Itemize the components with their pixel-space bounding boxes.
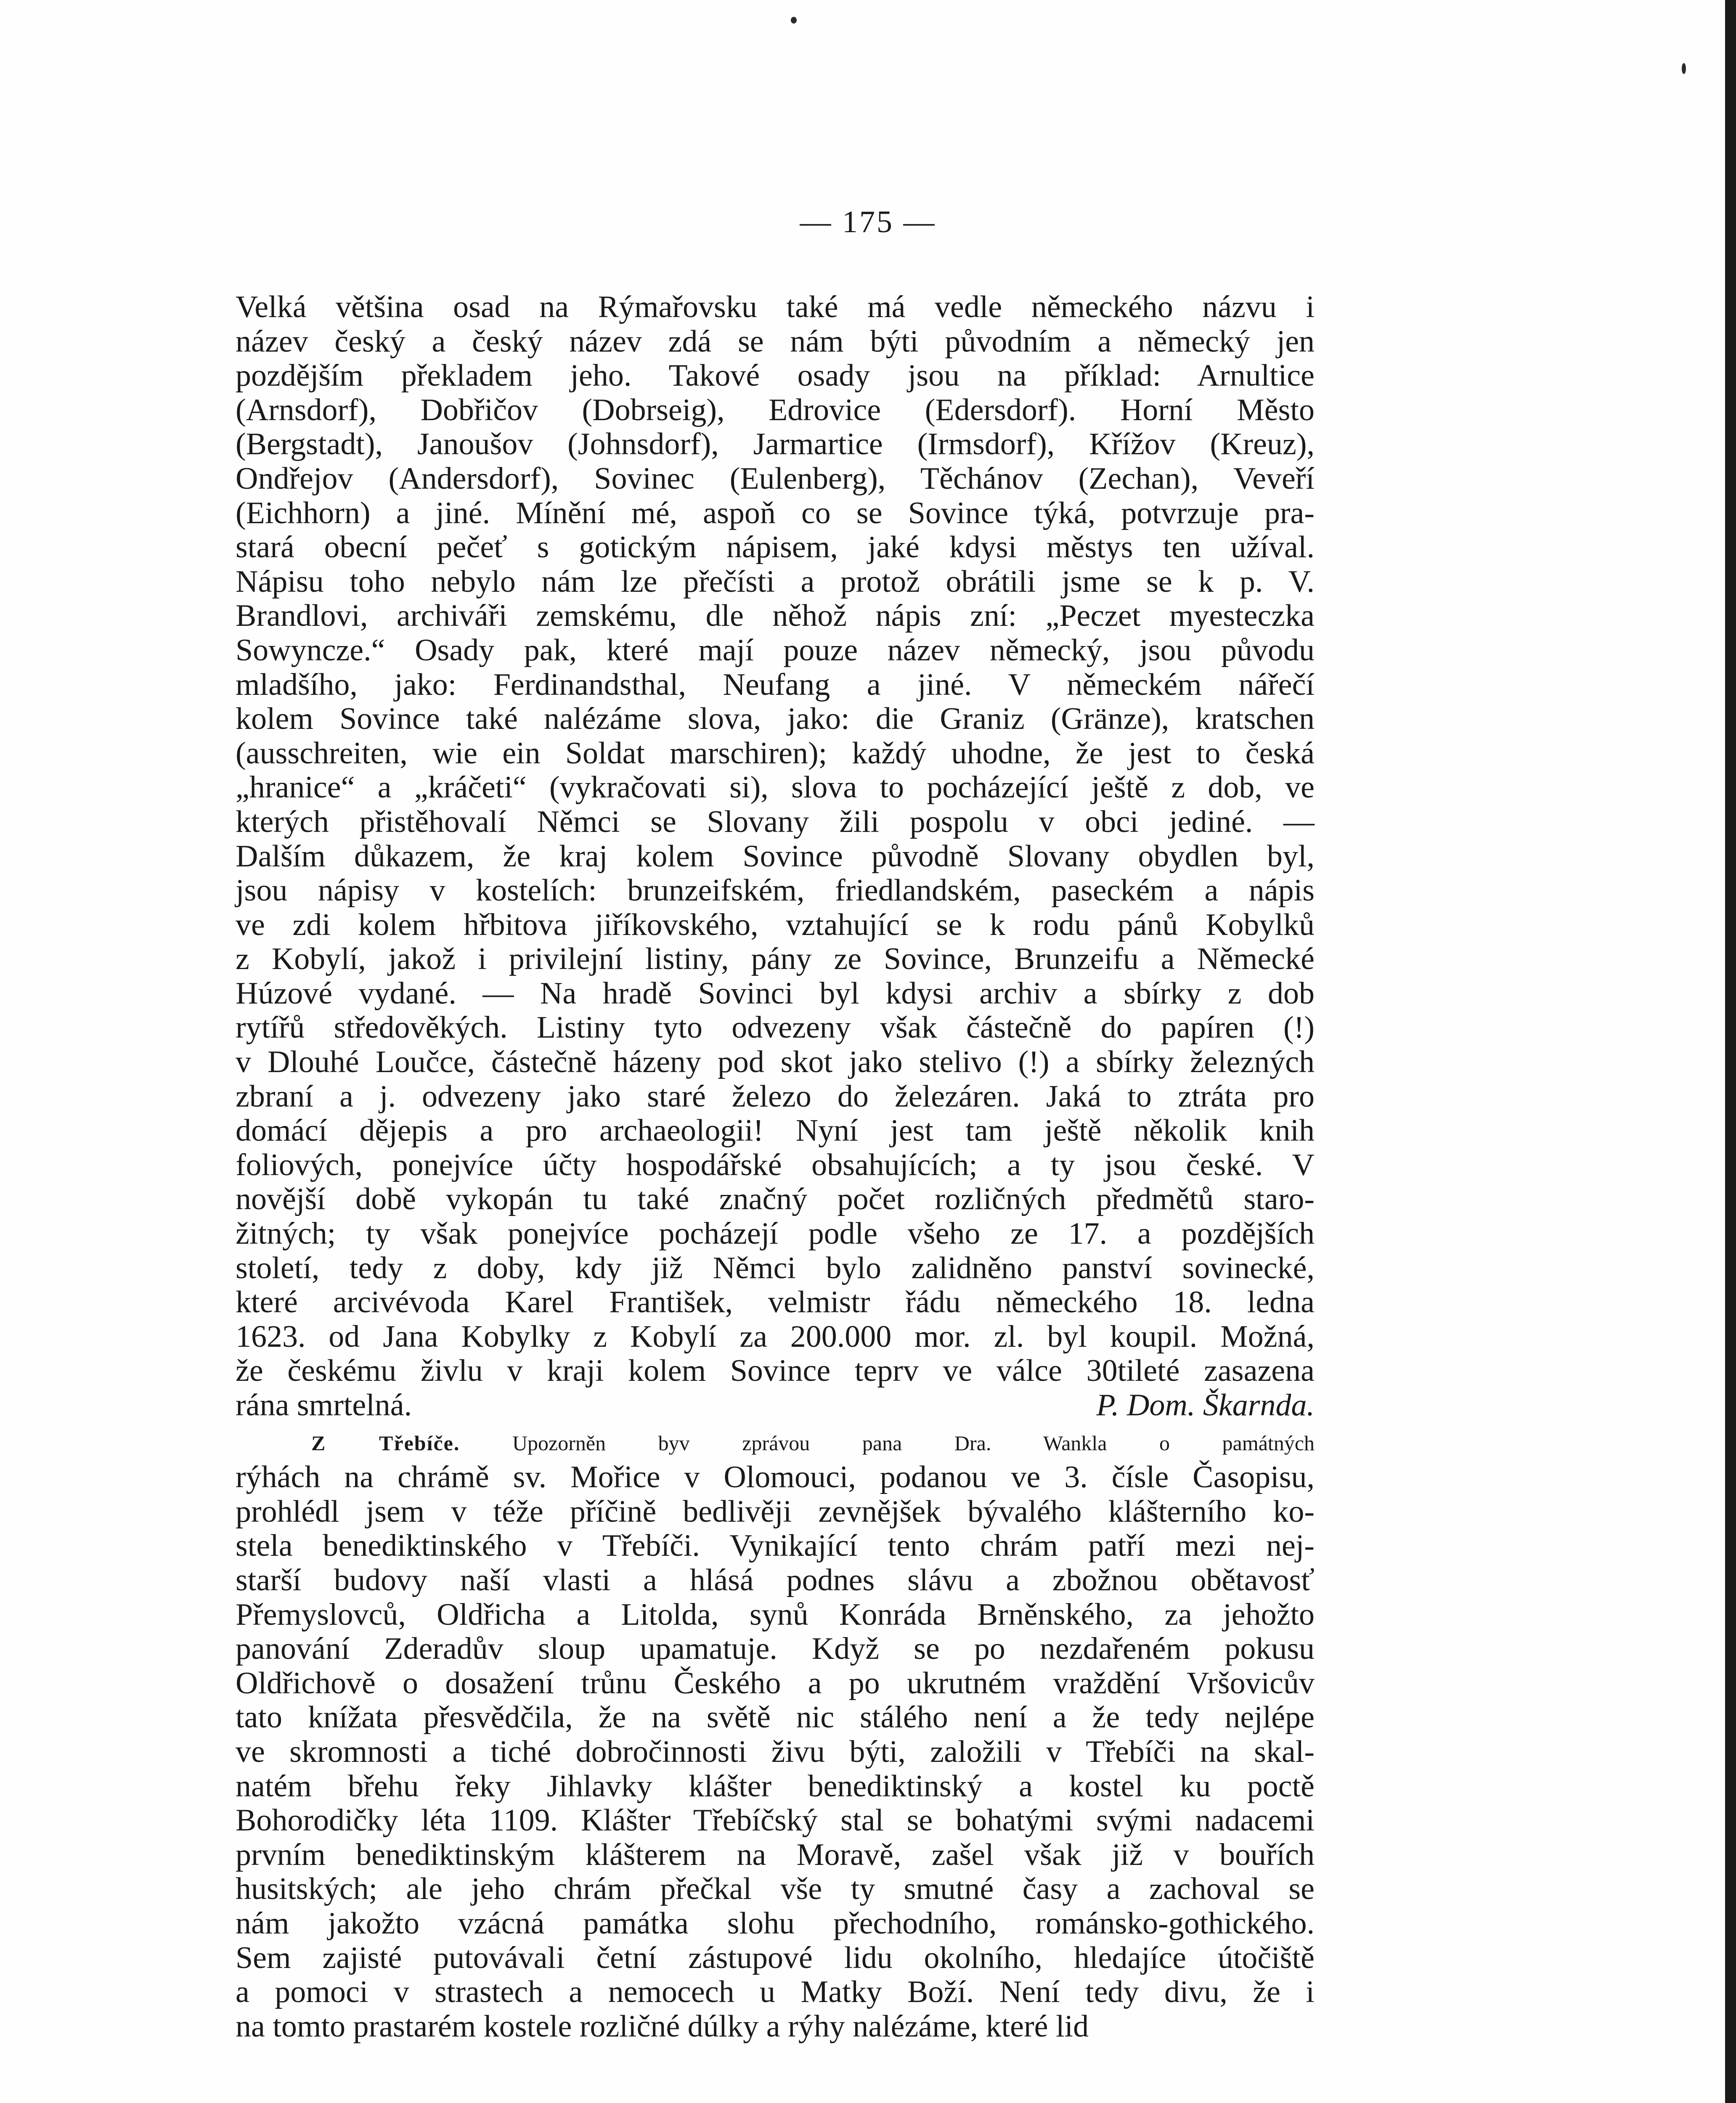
text-line: 1623. od Jana Kobylky z Kobylí za 200.000 mor. zl. byl koupil. Možná, xyxy=(236,1319,1315,1354)
text-line: panování Zderadův sloup upamatuje. Když se po nezdařeném pokusu xyxy=(236,1632,1315,1666)
page-number: — 175 — xyxy=(800,205,936,239)
text-line: ve zdi kolem hřbitova jiříkovského, vztahující se k rodu pánů Kobylků xyxy=(236,907,1315,942)
scan-speck xyxy=(1682,63,1686,74)
text-line: (ausschreiten, wie ein Soldat marschiren); každý uhodne, že jest to česká xyxy=(236,736,1315,771)
paragraph-rymarovsko xyxy=(236,290,1315,1388)
text-line: (Bergstadt), Janoušov (Johnsdorf), Jarmartice (Irmsdorf), Křížov (Kreuz), xyxy=(236,427,1315,462)
text-line: Nápisu toho nebylo nám lze přečísti a protož obrátili jsme se k p. V. xyxy=(236,564,1315,599)
text-line: Brandlovi, archiváři zemskému, dle něhož nápis zní: „Peczet myesteczka xyxy=(236,599,1315,633)
text-line: starší budovy naší vlasti a hlásá podnes slávu a zbožnou obětavosť xyxy=(236,1563,1315,1597)
heading-line-text: Upozorněn byv zprávou pana Dra. Wankla o památných xyxy=(512,1431,1315,1455)
text-line: natém břehu řeky Jihlavky klášter benediktinský a kostel ku poctě xyxy=(236,1769,1315,1804)
text-line: husitských; ale jeho chrám přečkal vše ty smutné časy a zachoval se xyxy=(236,1872,1315,1907)
text-line: název český a český název zdá se nám býti původním a německý jen xyxy=(236,324,1315,359)
paragraph-trebic-first-line xyxy=(236,1426,1315,1461)
text-line: stará obecní pečeť s gotickým nápisem, jaké kdysi městys ten užíval. xyxy=(236,530,1315,565)
text-line: kolem Sovince také nalézáme slova, jako: die Graniz (Gränze), kratschen xyxy=(236,702,1315,736)
text-line: „hranice“ a „kráčeti“ (vykračovati si), slova to pocházející ještě z dob, ve xyxy=(236,770,1315,805)
text-line: mladšího, jako: Ferdinandsthal, Neufang a jiné. V německém nářečí xyxy=(236,667,1315,702)
text-line: Sem zajisté putovávali četní zástupové lidu okolního, hledajíce útočiště xyxy=(236,1940,1315,1975)
paragraph-end-line xyxy=(236,1388,1315,1423)
text-line: na tomto prastarém kostele rozličné dúlky a rýhy nalézáme, které lid xyxy=(236,2009,1089,2044)
text-line: Velká většina osad na Rýmařovsku také má vedle německého názvu i xyxy=(236,290,1315,324)
text-line: zbraní a j. odvezeny jako staré železo do železáren. Jaká to ztráta pro xyxy=(236,1079,1315,1114)
text-line: v Dlouhé Loučce, částečně házeny pod skot jako stelivo (!) a sbírky železných xyxy=(236,1045,1315,1080)
text-line: Húzové vydané. — Na hradě Sovinci byl kdysi archiv a sbírky z dob xyxy=(236,976,1315,1011)
text-line: tato knížata přesvědčila, že na světě nic stálého není a že tedy nejlépe xyxy=(236,1700,1315,1735)
text-line: prohlédl jsem v téže příčině bedlivěji zevnějšek bývalého klášterního ko- xyxy=(236,1494,1315,1529)
text-line: Bohorodičky léta 1109. Klášter Třebíčský stal se bohatými svými nadacemi xyxy=(236,1803,1315,1838)
text-line: století, tedy z doby, kdy již Němci bylo zalidněno panství sovinecké, xyxy=(236,1250,1315,1285)
text-line: z Kobylí, jakož i privilejní listiny, pány ze Sovince, Brunzeifu a Německé xyxy=(236,942,1315,977)
text-line: Dalším důkazem, že kraj kolem Sovince původně Slovany obydlen byl, xyxy=(236,839,1315,874)
text-line: nám jakožto vzácná památka slohu přechodního, románsko-gothického. xyxy=(236,1906,1315,1941)
text-line: kterých přistěhovalí Němci se Slovany žili pospolu v obci jediné. — xyxy=(236,804,1315,839)
text-line: prvním benediktinským klášterem na Moravě, zašel však již v bouřích xyxy=(236,1837,1315,1872)
section-heading: Z Třebíče. xyxy=(311,1431,460,1455)
text-line: žitných; ty však ponejvíce pocházejí podle všeho ze 17. a pozdějších xyxy=(236,1216,1315,1251)
text-line: rytířů středověkých. Listiny tyto odvezeny však částečně do papíren (!) xyxy=(236,1010,1315,1045)
text-line: novější době vykopán tu také značný počet rozličných předmětů staro- xyxy=(236,1182,1315,1217)
text-line: domácí dějepis a pro archaeologii! Nyní jest tam ještě několik knih xyxy=(236,1113,1315,1148)
text-line: Přemyslovců, Oldřicha a Litolda, synů Konráda Brněnského, za jehožto xyxy=(236,1597,1315,1632)
scan-edge xyxy=(1725,0,1736,2103)
text-line: foliových, ponejvíce účty hospodářské obsahujících; a ty jsou české. V xyxy=(236,1147,1315,1182)
text-line: stela benediktinského v Třebíči. Vynikající tento chrám patří mezi nej- xyxy=(236,1528,1315,1563)
text-line: pozdějším překladem jeho. Takové osady jsou na příklad: Arnultice xyxy=(236,358,1315,393)
text-line: že českému živlu v kraji kolem Sovince teprv ve válce 30tileté zasazena xyxy=(236,1353,1315,1388)
text-line: a pomoci v strastech a nemocech u Matky Boží. Není tedy divu, že i xyxy=(236,1975,1315,2010)
text-line: rýhách na chrámě sv. Mořice v Olomouci, podanou ve 3. čísle Časopisu, xyxy=(236,1460,1315,1495)
text-line: které arcivévoda Karel František, velmistr řádu německého 18. ledna xyxy=(236,1285,1315,1320)
text-line: (Eichhorn) a jiné. Mínění mé, aspoň co se Sovince týká, potvrzuje pra- xyxy=(236,495,1315,530)
text-line: Sowyncze.“ Osady pak, které mají pouze název německý, jsou původu xyxy=(236,633,1315,667)
text-line: jsou nápisy v kostelích: brunzeifském, friedlandském, paseckém a nápis xyxy=(236,873,1315,908)
text-line: ve skromnosti a tiché dobročinnosti živu býti, založili v Třebíči na skal- xyxy=(236,1734,1315,1769)
author-signature: P. Dom. Škarnda. xyxy=(1096,1388,1315,1422)
paragraph-trebic xyxy=(236,1460,1315,2044)
text-line: Ondřejov (Andersdorf), Sovinec (Eulenberg), Těchánov (Zechan), Veveří xyxy=(236,461,1315,496)
text-line: Oldřichově o dosažení trůnu Českého a po ukrutném vraždění Vršovicův xyxy=(236,1666,1315,1700)
article-body xyxy=(236,290,1315,2044)
paragraph-last-line: rána smrtelná. xyxy=(236,1388,412,1422)
scan-speck xyxy=(791,17,797,24)
text-line: (Arnsdorf), Dobřičov (Dobrseig), Edrovice (Edersdorf). Horní Město xyxy=(236,392,1315,427)
